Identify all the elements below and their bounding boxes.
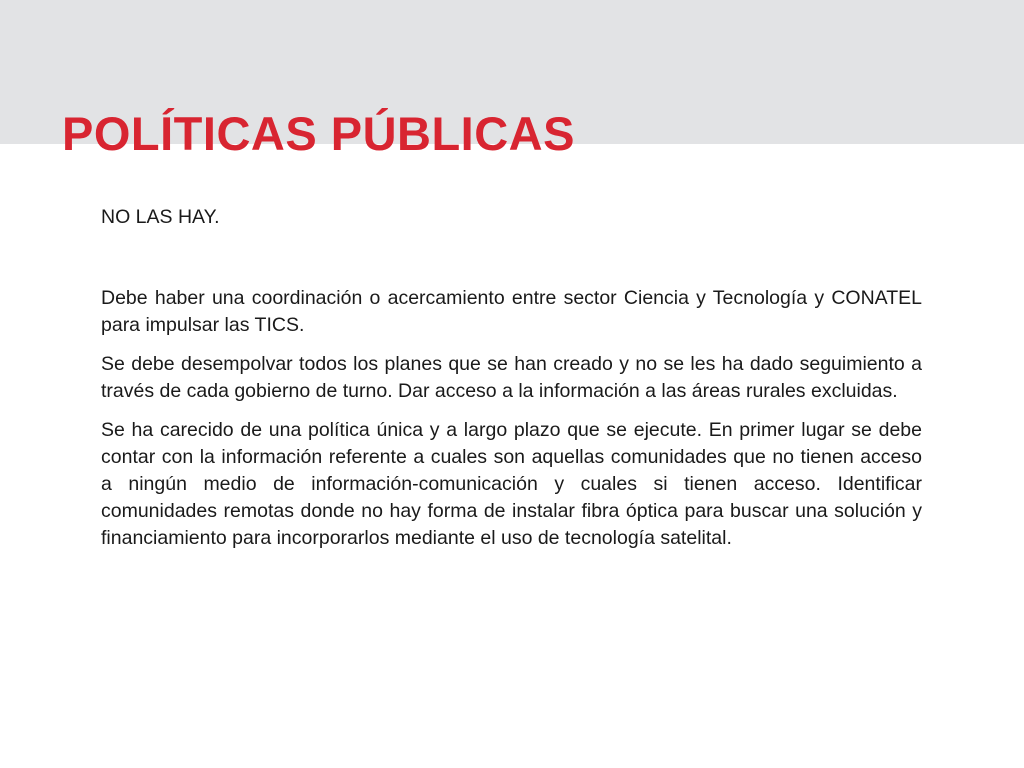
lead-statement: NO LAS HAY. [101, 206, 220, 228]
paragraph-policy: Se ha carecido de una política única y a largo plazo que se ejecute. En primer lugar se debe contar con la información referente a cuales son aquellas comunidades que no tienen acceso a ningún medio de información-comunicación y cuales si tienen acceso. Identificar comunidades remotas donde no hay forma de instalar fibra óptica para buscar una solución y financiamiento para incorporarlos mediante el uso de tecnología satelital. [101, 419, 922, 549]
slide-body [101, 204, 922, 564]
paragraph-coordination: Debe haber una coordinación o acercamiento entre sector Ciencia y Tecnología y CONATEL para impulsar las TICS. [101, 287, 922, 336]
paragraph-plans: Se debe desempolvar todos los planes que se han creado y no se les ha dado seguimiento a través de cada gobierno de turno. Dar acceso a la información a las áreas rurales excluidas. [101, 353, 922, 402]
slide-title: POLÍTICAS PÚBLICAS [62, 107, 575, 160]
